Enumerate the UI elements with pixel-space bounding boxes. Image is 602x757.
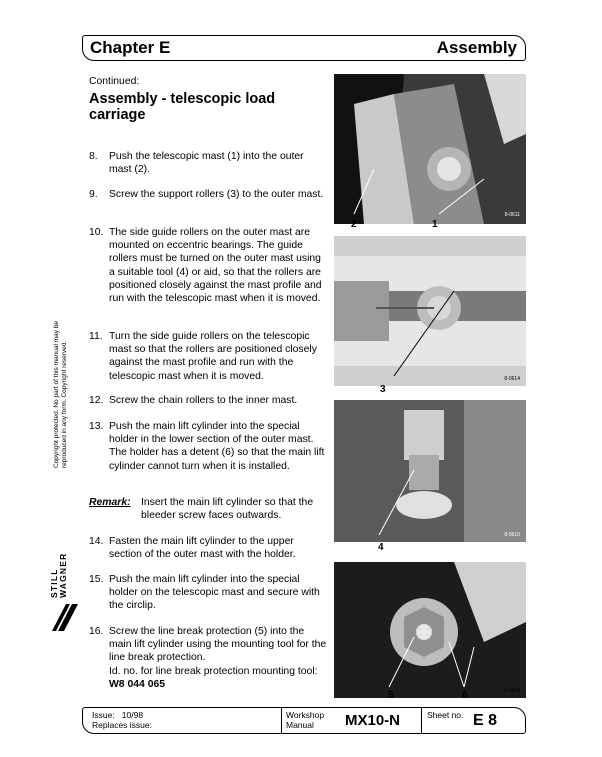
cylinder-photo-image	[334, 562, 526, 698]
step-11: 11. Turn the side guide rollers on the telescopic mast so that the rollers are positioned closely against the mast profile and run with the telescopic mast when it is moved.	[89, 331, 317, 382]
section-title: Assembly	[436, 38, 517, 57]
step-9: 9. Screw the support rollers (3) to the outer mast.	[89, 189, 324, 200]
step-8: 8. Push the telescopic mast (1) into the outer mast (2).	[89, 151, 304, 176]
footer-divider	[281, 708, 282, 733]
chapter-title: Chapter E	[90, 38, 171, 57]
continued-label: Continued:	[89, 76, 140, 87]
callout-4: 4	[378, 542, 384, 553]
model-number: MX10-N	[345, 712, 401, 729]
manual-type: Workshop Manual	[286, 710, 325, 730]
page-title: Assembly - telescopic load carriage	[89, 91, 276, 124]
step-10: 10. The side guide rollers on the outer mast are mounted on eccentric bearings. The guide rollers must be turned on the outer mast using a suitable tool (4) or aid, so that the rollers are positioned closely against the mast profile and run with the telescopic mast when it is moved.	[89, 227, 322, 305]
sheet-label: Sheet no.	[427, 710, 464, 720]
intro	[89, 75, 329, 123]
sheet-number: E 8	[473, 712, 498, 729]
mast-photo-image	[334, 74, 526, 224]
issue-info: Issue: 10/98 Replaces issue:	[92, 710, 153, 730]
photo-line-break-protection: 8-0618	[334, 562, 526, 698]
photo-guide-roller-tool: 8-0615	[334, 400, 526, 542]
rollers-photo-image	[334, 236, 526, 386]
step-12: 12. Screw the chain rollers to the inner mast.	[89, 395, 298, 406]
step-13: 13. Push the main lift cylinder into the special holder in the lower section of the outer mast. The holder has a detent (6) so that the main lift cylinder cannot turn when it is installed.	[89, 421, 325, 472]
photo-mast-assembly: 8-0611	[334, 74, 526, 224]
step-16: 16. Screw the line break protection (5) into the main lift cylinder using the mounting tool for the line break protection. Id. no. for line break protection mounting tool: W8 044 065	[89, 626, 327, 690]
still-wagner-logo: STILL WAGNER	[50, 536, 80, 631]
page-footer	[82, 707, 526, 734]
photo-support-rollers: 8-0614	[334, 236, 526, 386]
callout-3: 3	[380, 384, 386, 395]
remark-label: Remark:	[89, 497, 131, 508]
callout-5: 5	[388, 690, 394, 701]
remark: Remark: Insert the main lift cylinder so that the bleeder screw faces outwards.	[89, 497, 314, 522]
step-14: 14. Fasten the main lift cylinder to the upper section of the outer mast with the holder.	[89, 536, 296, 561]
id-number: W8 044 065	[109, 678, 166, 690]
page-header	[82, 35, 526, 61]
footer-divider	[421, 708, 422, 733]
step-15: 15. Push the main lift cylinder into the special holder on the telescopic mast and secure with the circlip.	[89, 574, 320, 612]
tool-photo-image	[334, 400, 526, 542]
callout-2: 2	[351, 219, 357, 230]
callout-1: 1	[432, 219, 438, 230]
copyright-notice: Copyright protected. No part of this manual may be reproduced in any form. Copyright reserved.	[53, 320, 68, 468]
callout-6: 6	[462, 690, 468, 701]
